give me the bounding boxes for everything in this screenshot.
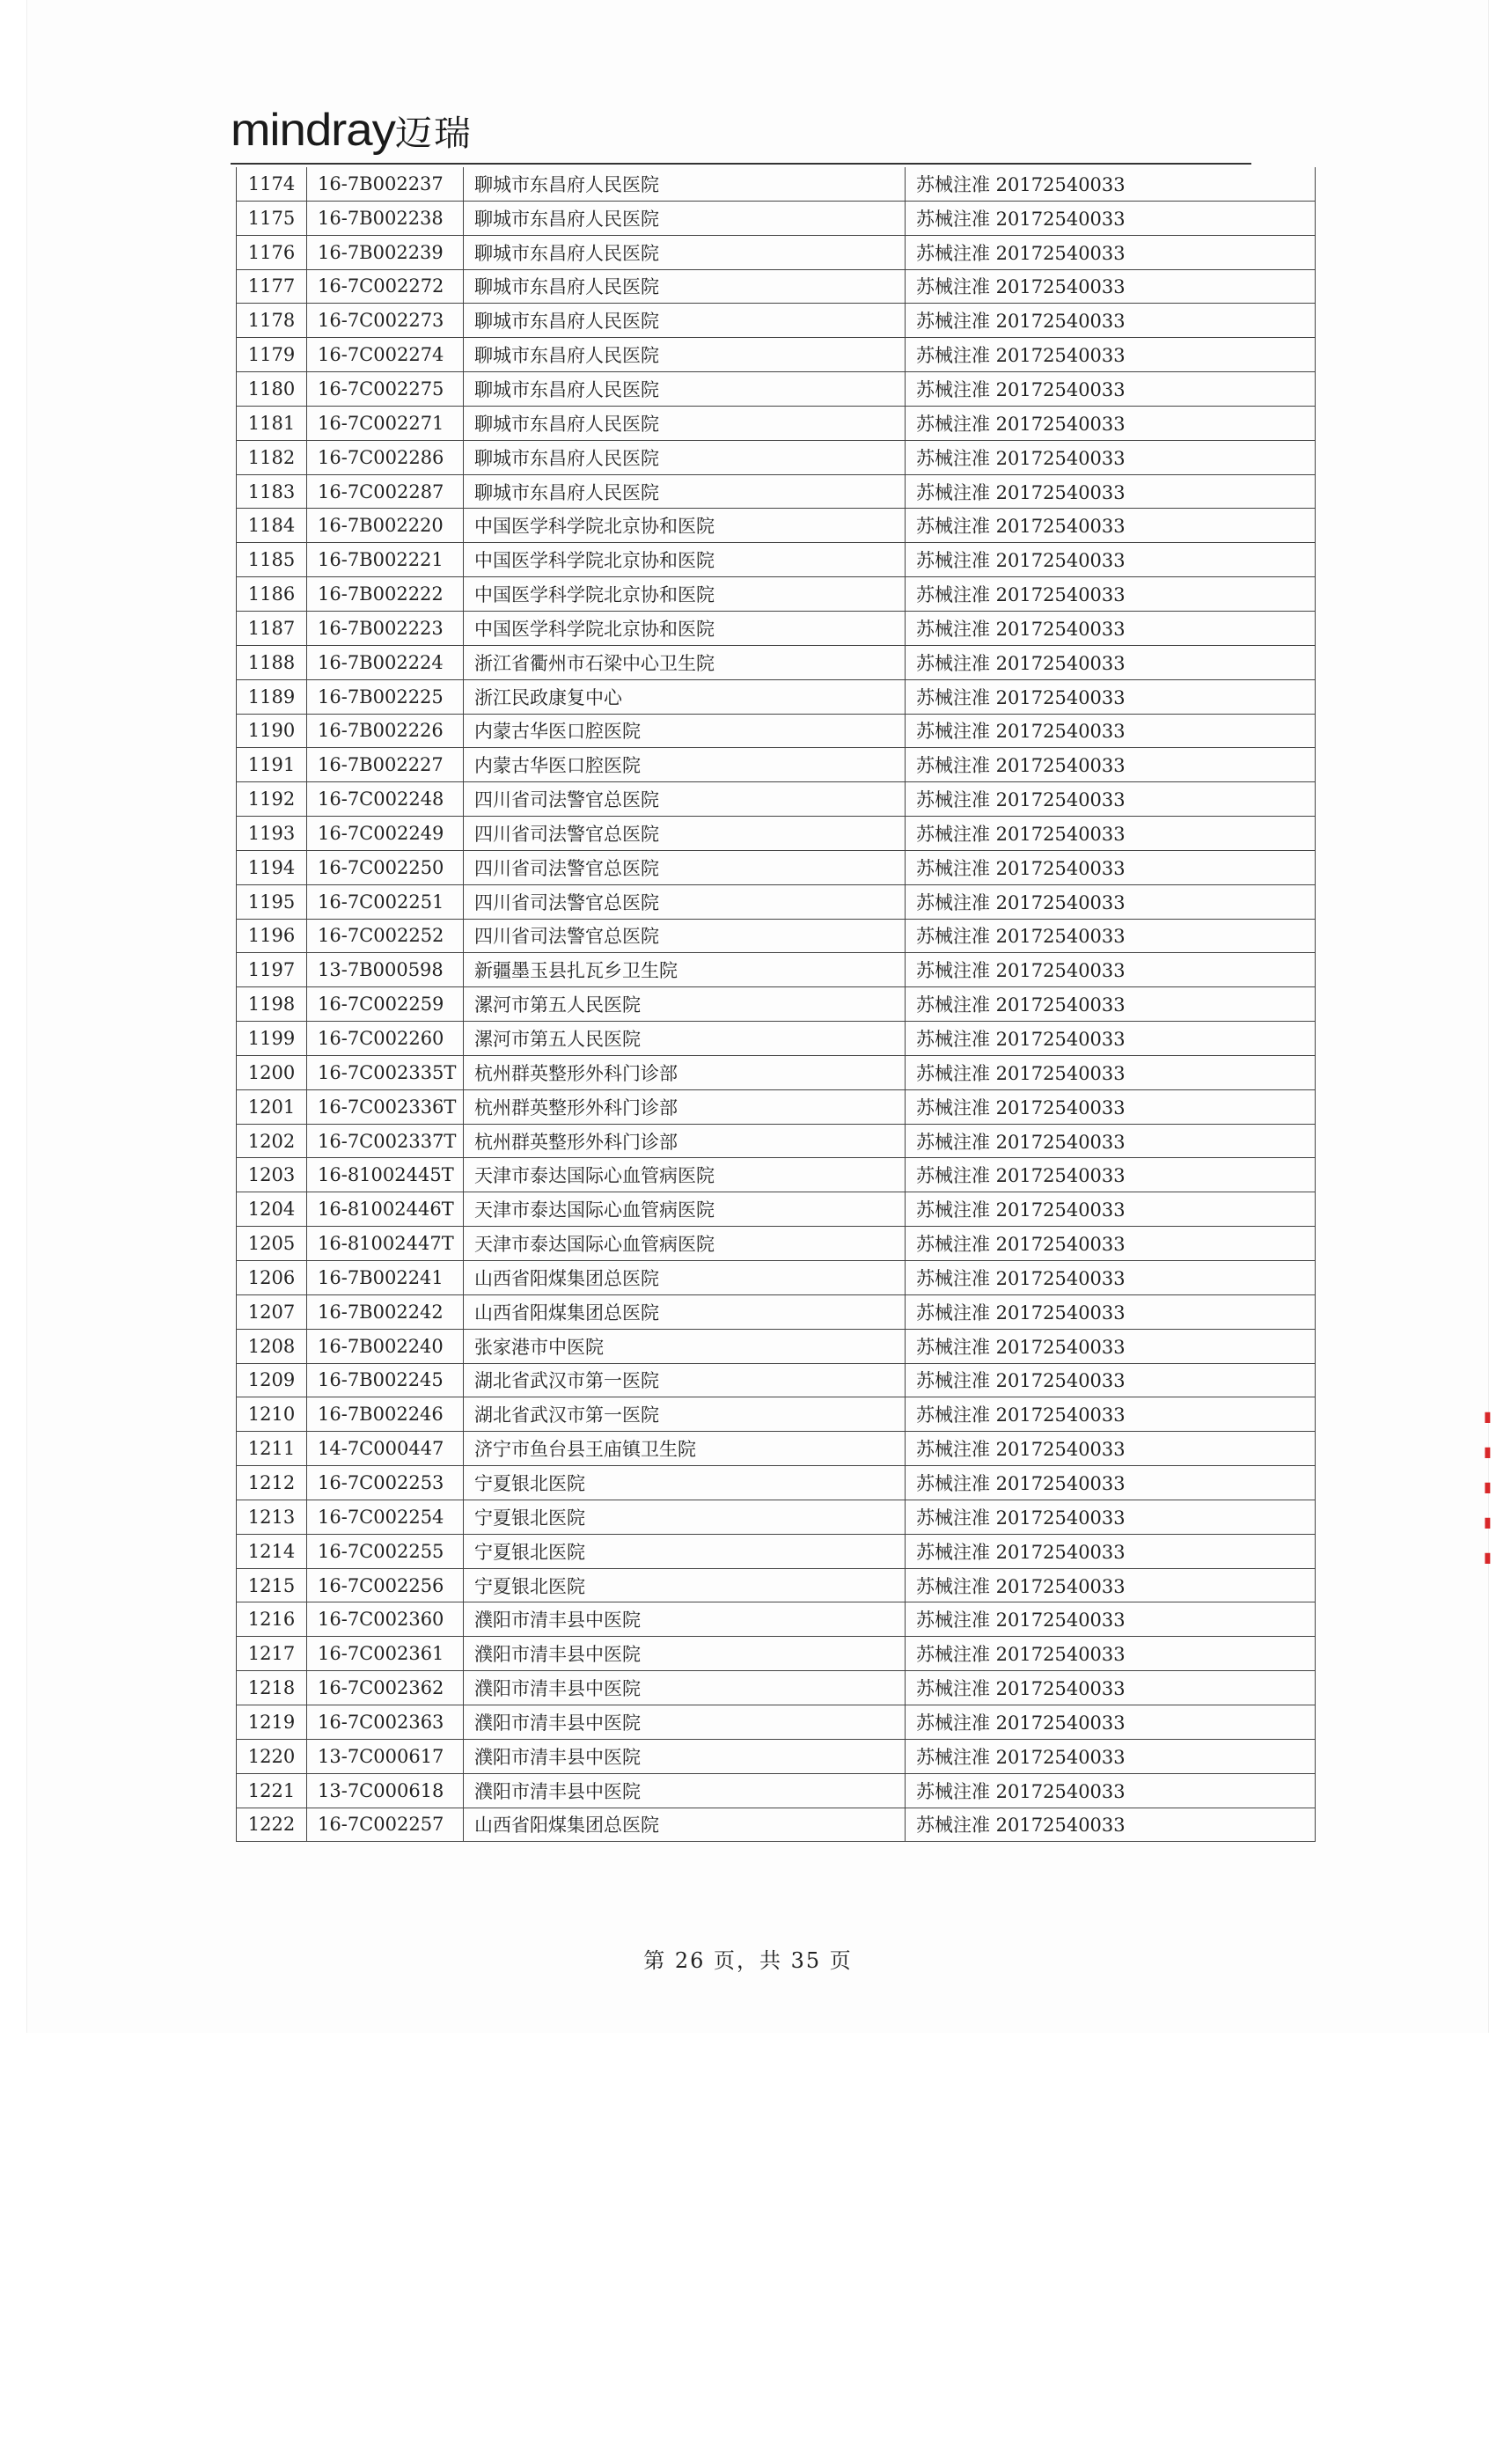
table-row	[237, 987, 1316, 1022]
serial-number: 16-7C002254	[307, 1500, 464, 1534]
row-number: 1208	[237, 1329, 307, 1363]
logo-chinese: 迈瑞	[394, 114, 473, 154]
row-number: 1216	[237, 1602, 307, 1637]
hospital-name: 中国医学科学院北京协和医院	[464, 577, 906, 612]
table-row	[237, 782, 1316, 817]
hospital-name: 四川省司法警官总医院	[464, 884, 906, 919]
table-row	[237, 1022, 1316, 1056]
hospital-name: 杭州群英整形外科门诊部	[464, 1055, 906, 1089]
serial-number: 16-7B002241	[307, 1261, 464, 1295]
serial-number: 16-7C002274	[307, 338, 464, 372]
table-row	[237, 850, 1316, 884]
row-number: 1191	[237, 748, 307, 782]
hospital-name: 杭州群英整形外科门诊部	[464, 1089, 906, 1124]
serial-number: 16-7B002245	[307, 1363, 464, 1397]
hospital-name: 聊城市东昌府人民医院	[464, 235, 906, 269]
serial-number: 14-7C000447	[307, 1432, 464, 1466]
row-number: 1178	[237, 304, 307, 338]
row-number: 1181	[237, 406, 307, 440]
row-number: 1183	[237, 474, 307, 509]
hospital-name: 中国医学科学院北京协和医院	[464, 509, 906, 543]
row-number: 1220	[237, 1739, 307, 1773]
hospital-name: 天津市泰达国际心血管病医院	[464, 1227, 906, 1261]
hospital-name: 濮阳市清丰县中医院	[464, 1602, 906, 1637]
table-row	[237, 1602, 1316, 1637]
registration-number: 苏械注准 20172540033	[906, 1808, 1316, 1842]
serial-number: 16-7C002336T	[307, 1089, 464, 1124]
table-row	[237, 543, 1316, 577]
serial-number: 16-7C002251	[307, 884, 464, 919]
table-row	[237, 1192, 1316, 1227]
registration-number: 苏械注准 20172540033	[906, 1363, 1316, 1397]
registration-number: 苏械注准 20172540033	[906, 987, 1316, 1022]
row-number: 1187	[237, 611, 307, 645]
table-row	[237, 1363, 1316, 1397]
row-number: 1198	[237, 987, 307, 1022]
hospital-name: 济宁市鱼台县王庙镇卫生院	[464, 1432, 906, 1466]
registration-number: 苏械注准 20172540033	[906, 748, 1316, 782]
registration-number: 苏械注准 20172540033	[906, 782, 1316, 817]
document-header	[231, 97, 1251, 165]
row-number: 1205	[237, 1227, 307, 1261]
hospital-name: 聊城市东昌府人民医院	[464, 474, 906, 509]
table-row	[237, 1089, 1316, 1124]
table-body	[237, 167, 1316, 1842]
table-row	[237, 817, 1316, 851]
registration-number: 苏械注准 20172540033	[906, 1568, 1316, 1602]
row-number: 1186	[237, 577, 307, 612]
row-number: 1211	[237, 1432, 307, 1466]
registration-number: 苏械注准 20172540033	[906, 919, 1316, 953]
table-row	[237, 577, 1316, 612]
row-number: 1210	[237, 1397, 307, 1432]
table-row	[237, 1808, 1316, 1842]
registration-number: 苏械注准 20172540033	[906, 1637, 1316, 1671]
table-row	[237, 1294, 1316, 1329]
serial-number: 16-7C002260	[307, 1022, 464, 1056]
hospital-name: 四川省司法警官总医院	[464, 782, 906, 817]
device-registration-table	[236, 167, 1316, 1842]
red-seal-edge-mark: ▮ ▮ ▮ ▮ ▮	[1484, 1408, 1492, 1566]
serial-number: 16-7C002362	[307, 1671, 464, 1705]
hospital-name: 宁夏银北医院	[464, 1466, 906, 1500]
row-number: 1217	[237, 1637, 307, 1671]
registration-number: 苏械注准 20172540033	[906, 543, 1316, 577]
table-row	[237, 748, 1316, 782]
hospital-name: 宁夏银北医院	[464, 1500, 906, 1534]
registration-number: 苏械注准 20172540033	[906, 1432, 1316, 1466]
table-row	[237, 1739, 1316, 1773]
row-number: 1204	[237, 1192, 307, 1227]
table-row	[237, 338, 1316, 372]
hospital-name: 中国医学科学院北京协和医院	[464, 543, 906, 577]
row-number: 1194	[237, 850, 307, 884]
registration-number: 苏械注准 20172540033	[906, 850, 1316, 884]
registration-number: 苏械注准 20172540033	[906, 1192, 1316, 1227]
serial-number: 16-7C002250	[307, 850, 464, 884]
row-number: 1215	[237, 1568, 307, 1602]
hospital-name: 四川省司法警官总医院	[464, 850, 906, 884]
registration-number: 苏械注准 20172540033	[906, 645, 1316, 679]
registration-number: 苏械注准 20172540033	[906, 372, 1316, 407]
registration-number: 苏械注准 20172540033	[906, 1294, 1316, 1329]
serial-number: 16-7C002249	[307, 817, 464, 851]
table-row	[237, 406, 1316, 440]
hospital-name: 杭州群英整形外科门诊部	[464, 1124, 906, 1158]
hospital-name: 湖北省武汉市第一医院	[464, 1397, 906, 1432]
table-row	[237, 1397, 1316, 1432]
table-row	[237, 1671, 1316, 1705]
table-row	[237, 440, 1316, 474]
registration-number: 苏械注准 20172540033	[906, 953, 1316, 987]
registration-number: 苏械注准 20172540033	[906, 1227, 1316, 1261]
table-row	[237, 304, 1316, 338]
registration-number: 苏械注准 20172540033	[906, 1705, 1316, 1739]
serial-number: 16-7C002255	[307, 1534, 464, 1568]
table-row	[237, 1773, 1316, 1808]
row-number: 1214	[237, 1534, 307, 1568]
row-number: 1200	[237, 1055, 307, 1089]
registration-number: 苏械注准 20172540033	[906, 817, 1316, 851]
serial-number: 16-7B002237	[307, 167, 464, 201]
hospital-name: 漯河市第五人民医院	[464, 987, 906, 1022]
registration-number: 苏械注准 20172540033	[906, 1022, 1316, 1056]
registration-number: 苏械注准 20172540033	[906, 577, 1316, 612]
serial-number: 16-7B002224	[307, 645, 464, 679]
row-number: 1199	[237, 1022, 307, 1056]
row-number: 1222	[237, 1808, 307, 1842]
serial-number: 16-7B002221	[307, 543, 464, 577]
serial-number: 16-7C002275	[307, 372, 464, 407]
table-row	[237, 1466, 1316, 1500]
table-row	[237, 1261, 1316, 1295]
row-number: 1193	[237, 817, 307, 851]
registration-number: 苏械注准 20172540033	[906, 884, 1316, 919]
serial-number: 16-7C002360	[307, 1602, 464, 1637]
registration-number: 苏械注准 20172540033	[906, 269, 1316, 304]
serial-number: 13-7C000618	[307, 1773, 464, 1808]
page-number: 第 26 页，共 35 页	[643, 1948, 853, 1973]
hospital-name: 四川省司法警官总医院	[464, 817, 906, 851]
hospital-name: 天津市泰达国际心血管病医院	[464, 1158, 906, 1192]
registration-number: 苏械注准 20172540033	[906, 1124, 1316, 1158]
serial-number: 16-7B002238	[307, 201, 464, 235]
row-number: 1196	[237, 919, 307, 953]
serial-number: 16-7C002256	[307, 1568, 464, 1602]
row-number: 1212	[237, 1466, 307, 1500]
registration-number: 苏械注准 20172540033	[906, 1602, 1316, 1637]
registration-number: 苏械注准 20172540033	[906, 406, 1316, 440]
hospital-name: 中国医学科学院北京协和医院	[464, 611, 906, 645]
row-number: 1221	[237, 1773, 307, 1808]
row-number: 1177	[237, 269, 307, 304]
hospital-name: 山西省阳煤集团总医院	[464, 1808, 906, 1842]
hospital-name: 四川省司法警官总医院	[464, 919, 906, 953]
serial-number: 16-7C002287	[307, 474, 464, 509]
hospital-name: 聊城市东昌府人民医院	[464, 167, 906, 201]
table-row	[237, 201, 1316, 235]
table-row	[237, 611, 1316, 645]
table-row	[237, 1329, 1316, 1363]
registration-number: 苏械注准 20172540033	[906, 1466, 1316, 1500]
registration-number: 苏械注准 20172540033	[906, 1329, 1316, 1363]
row-number: 1213	[237, 1500, 307, 1534]
table-row	[237, 1705, 1316, 1739]
table-row	[237, 1158, 1316, 1192]
serial-number: 16-81002447T	[307, 1227, 464, 1261]
registration-number: 苏械注准 20172540033	[906, 1534, 1316, 1568]
serial-number: 16-7C002271	[307, 406, 464, 440]
serial-number: 16-7B002246	[307, 1397, 464, 1432]
row-number: 1209	[237, 1363, 307, 1397]
hospital-name: 浙江民政康复中心	[464, 679, 906, 714]
row-number: 1185	[237, 543, 307, 577]
table-row	[237, 679, 1316, 714]
row-number: 1202	[237, 1124, 307, 1158]
row-number: 1188	[237, 645, 307, 679]
serial-number: 16-7C002272	[307, 269, 464, 304]
serial-number: 16-7C002335T	[307, 1055, 464, 1089]
hospital-name: 宁夏银北医院	[464, 1568, 906, 1602]
serial-number: 16-7B002239	[307, 235, 464, 269]
registration-number: 苏械注准 20172540033	[906, 1055, 1316, 1089]
serial-number: 16-7C002259	[307, 987, 464, 1022]
row-number: 1179	[237, 338, 307, 372]
hospital-name: 聊城市东昌府人民医院	[464, 304, 906, 338]
registration-number: 苏械注准 20172540033	[906, 611, 1316, 645]
hospital-name: 聊城市东昌府人民医院	[464, 338, 906, 372]
table-row	[237, 372, 1316, 407]
registration-number: 苏械注准 20172540033	[906, 679, 1316, 714]
hospital-name: 浙江省衢州市石梁中心卫生院	[464, 645, 906, 679]
row-number: 1176	[237, 235, 307, 269]
serial-number: 13-7B000598	[307, 953, 464, 987]
registration-number: 苏械注准 20172540033	[906, 1500, 1316, 1534]
row-number: 1206	[237, 1261, 307, 1295]
registration-number: 苏械注准 20172540033	[906, 201, 1316, 235]
hospital-name: 山西省阳煤集团总医院	[464, 1261, 906, 1295]
hospital-name: 湖北省武汉市第一医院	[464, 1363, 906, 1397]
registration-number: 苏械注准 20172540033	[906, 1671, 1316, 1705]
registration-number: 苏械注准 20172540033	[906, 1397, 1316, 1432]
row-number: 1175	[237, 201, 307, 235]
table-row	[237, 919, 1316, 953]
registration-number: 苏械注准 20172540033	[906, 1089, 1316, 1124]
table-row	[237, 474, 1316, 509]
hospital-name: 聊城市东昌府人民医院	[464, 201, 906, 235]
serial-number: 16-7C002253	[307, 1466, 464, 1500]
hospital-name: 宁夏银北医院	[464, 1534, 906, 1568]
hospital-name: 濮阳市清丰县中医院	[464, 1773, 906, 1808]
hospital-name: 濮阳市清丰县中医院	[464, 1739, 906, 1773]
table-row	[237, 1055, 1316, 1089]
table-row	[237, 509, 1316, 543]
hospital-name: 濮阳市清丰县中医院	[464, 1705, 906, 1739]
table-row	[237, 1568, 1316, 1602]
registration-number: 苏械注准 20172540033	[906, 167, 1316, 201]
table-row	[237, 1637, 1316, 1671]
serial-number: 13-7C000617	[307, 1739, 464, 1773]
serial-number: 16-7C002248	[307, 782, 464, 817]
row-number: 1174	[237, 167, 307, 201]
hospital-name: 张家港市中医院	[464, 1329, 906, 1363]
registration-number: 苏械注准 20172540033	[906, 338, 1316, 372]
serial-number: 16-7C002363	[307, 1705, 464, 1739]
serial-number: 16-7C002252	[307, 919, 464, 953]
hospital-name: 新疆墨玉县扎瓦乡卫生院	[464, 953, 906, 987]
table-row	[237, 1534, 1316, 1568]
serial-number: 16-7C002286	[307, 440, 464, 474]
registration-number: 苏械注准 20172540033	[906, 440, 1316, 474]
table-row	[237, 1500, 1316, 1534]
serial-number: 16-7B002223	[307, 611, 464, 645]
hospital-name: 聊城市东昌府人民医院	[464, 440, 906, 474]
hospital-name: 濮阳市清丰县中医院	[464, 1671, 906, 1705]
table-row	[237, 167, 1316, 201]
hospital-name: 聊城市东昌府人民医院	[464, 406, 906, 440]
serial-number: 16-7B002227	[307, 748, 464, 782]
table-row	[237, 1227, 1316, 1261]
row-number: 1182	[237, 440, 307, 474]
registration-number: 苏械注准 20172540033	[906, 304, 1316, 338]
serial-number: 16-7C002337T	[307, 1124, 464, 1158]
table-row	[237, 1124, 1316, 1158]
hospital-name: 天津市泰达国际心血管病医院	[464, 1192, 906, 1227]
hospital-name: 山西省阳煤集团总医院	[464, 1294, 906, 1329]
hospital-name: 濮阳市清丰县中医院	[464, 1637, 906, 1671]
serial-number: 16-81002445T	[307, 1158, 464, 1192]
hospital-name: 聊城市东昌府人民医院	[464, 372, 906, 407]
registration-number: 苏械注准 20172540033	[906, 1158, 1316, 1192]
serial-number: 16-7B002226	[307, 714, 464, 748]
row-number: 1197	[237, 953, 307, 987]
serial-number: 16-7C002361	[307, 1637, 464, 1671]
registration-number: 苏械注准 20172540033	[906, 474, 1316, 509]
row-number: 1189	[237, 679, 307, 714]
row-number: 1201	[237, 1089, 307, 1124]
hospital-name: 内蒙古华医口腔医院	[464, 748, 906, 782]
hospital-name: 聊城市东昌府人民医院	[464, 269, 906, 304]
row-number: 1203	[237, 1158, 307, 1192]
table-row	[237, 714, 1316, 748]
serial-number: 16-7B002220	[307, 509, 464, 543]
row-number: 1180	[237, 372, 307, 407]
hospital-name: 漯河市第五人民医院	[464, 1022, 906, 1056]
hospital-name: 内蒙古华医口腔医院	[464, 714, 906, 748]
table-row	[237, 645, 1316, 679]
serial-number: 16-7B002222	[307, 577, 464, 612]
registration-number: 苏械注准 20172540033	[906, 235, 1316, 269]
table-row	[237, 884, 1316, 919]
row-number: 1190	[237, 714, 307, 748]
row-number: 1207	[237, 1294, 307, 1329]
registration-number: 苏械注准 20172540033	[906, 1773, 1316, 1808]
table-row	[237, 1432, 1316, 1466]
table-row	[237, 235, 1316, 269]
serial-number: 16-7B002225	[307, 679, 464, 714]
table-row	[237, 953, 1316, 987]
serial-number: 16-7B002240	[307, 1329, 464, 1363]
row-number: 1219	[237, 1705, 307, 1739]
registration-number: 苏械注准 20172540033	[906, 714, 1316, 748]
serial-number: 16-7B002242	[307, 1294, 464, 1329]
serial-number: 16-7C002257	[307, 1808, 464, 1842]
registration-number: 苏械注准 20172540033	[906, 1261, 1316, 1295]
row-number: 1192	[237, 782, 307, 817]
registration-number: 苏械注准 20172540033	[906, 1739, 1316, 1773]
serial-number: 16-81002446T	[307, 1192, 464, 1227]
table-row	[237, 269, 1316, 304]
row-number: 1195	[237, 884, 307, 919]
serial-number: 16-7C002273	[307, 304, 464, 338]
registration-number: 苏械注准 20172540033	[906, 509, 1316, 543]
logo-latin: mindray	[231, 105, 395, 156]
row-number: 1218	[237, 1671, 307, 1705]
mindray-logo	[231, 104, 473, 157]
row-number: 1184	[237, 509, 307, 543]
